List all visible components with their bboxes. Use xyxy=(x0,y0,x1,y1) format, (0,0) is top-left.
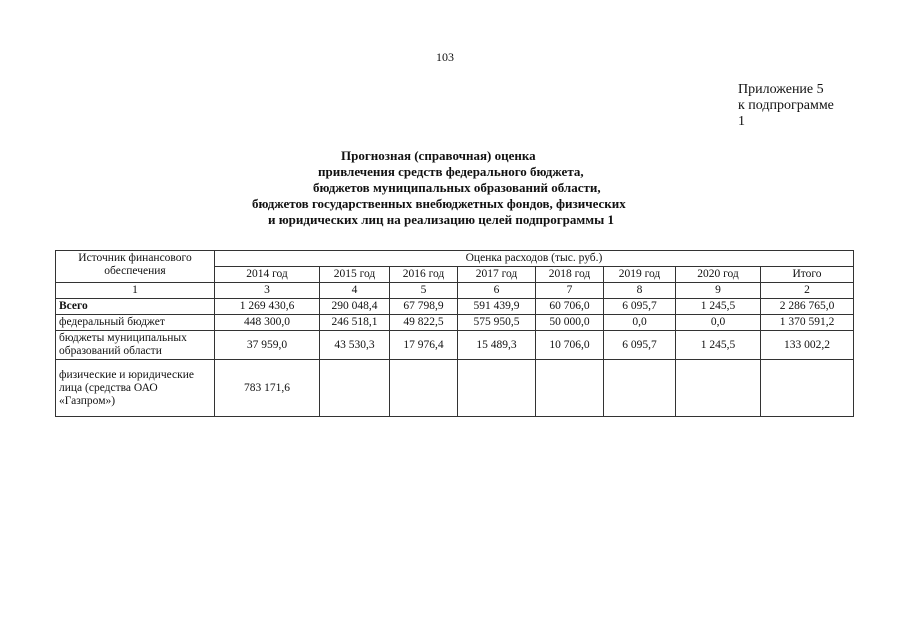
year-header: 2017 год xyxy=(458,267,536,283)
table-cell: 6 095,7 xyxy=(604,299,676,315)
year-header: 2019 год xyxy=(604,267,676,283)
table-cell: 1 245,5 xyxy=(676,299,761,315)
title-line: бюджетов муниципальных образований области, xyxy=(313,180,601,195)
table-cell: 43 530,3 xyxy=(320,331,390,360)
table-cell: 37 959,0 xyxy=(215,331,320,360)
table-cell: 17 976,4 xyxy=(390,331,458,360)
title-line: и юридических лиц на реализацию целей подпрограммы 1 xyxy=(268,212,614,227)
table-cell: 6 095,7 xyxy=(604,331,676,360)
total-header: Итого xyxy=(761,267,854,283)
row-source: федеральный бюджет xyxy=(56,315,215,331)
column-number: 6 xyxy=(458,283,536,299)
table-cell xyxy=(536,360,604,417)
year-header: 2018 год xyxy=(536,267,604,283)
column-number: 9 xyxy=(676,283,761,299)
column-number: 7 xyxy=(536,283,604,299)
table-cell: 50 000,0 xyxy=(536,315,604,331)
column-number: 2 xyxy=(761,283,854,299)
table-row xyxy=(56,299,854,315)
table-header-row xyxy=(56,251,854,267)
column-number: 5 xyxy=(390,283,458,299)
table-cell: 60 706,0 xyxy=(536,299,604,315)
column-numbers-row xyxy=(56,283,854,299)
column-number: 4 xyxy=(320,283,390,299)
table-cell: 1 269 430,6 xyxy=(215,299,320,315)
table-cell: 783 171,6 xyxy=(215,360,320,417)
year-header: 2015 год xyxy=(320,267,390,283)
estimate-header: Оценка расходов (тыс. руб.) xyxy=(215,251,854,267)
table-cell: 49 822,5 xyxy=(390,315,458,331)
row-source: бюджеты муниципальных образований области xyxy=(56,331,215,360)
table-cell xyxy=(676,360,761,417)
table-row xyxy=(56,360,854,417)
year-header: 2014 год xyxy=(215,267,320,283)
title-line: Прогнозная (справочная) оценка xyxy=(341,148,536,163)
appendix-line: Приложение 5 xyxy=(738,82,824,97)
table-cell xyxy=(458,360,536,417)
table-cell: 448 300,0 xyxy=(215,315,320,331)
page-number: 103 xyxy=(436,50,454,64)
table-cell xyxy=(604,360,676,417)
column-number: 8 xyxy=(604,283,676,299)
table-row xyxy=(56,331,854,360)
document-title xyxy=(230,148,710,228)
source-header: Источник финансового обеспечения xyxy=(56,251,215,283)
table-cell: 1 245,5 xyxy=(676,331,761,360)
appendix-line: 1 xyxy=(738,114,745,129)
title-line: привлечения средств федерального бюджета, xyxy=(318,164,584,179)
table-cell: 0,0 xyxy=(676,315,761,331)
column-number: 3 xyxy=(215,283,320,299)
table-cell: 10 706,0 xyxy=(536,331,604,360)
appendix-line: к подпрограмме xyxy=(738,98,834,113)
year-header: 2020 год xyxy=(676,267,761,283)
table-cell: 15 489,3 xyxy=(458,331,536,360)
table-row xyxy=(56,315,854,331)
table-cell xyxy=(320,360,390,417)
table-cell: 2 286 765,0 xyxy=(761,299,854,315)
table-cell: 1 370 591,2 xyxy=(761,315,854,331)
table-cell: 575 950,5 xyxy=(458,315,536,331)
table-cell: 246 518,1 xyxy=(320,315,390,331)
row-source: Всего xyxy=(56,299,215,315)
table-cell: 67 798,9 xyxy=(390,299,458,315)
table-cell xyxy=(761,360,854,417)
table-cell: 591 439,9 xyxy=(458,299,536,315)
funding-table xyxy=(55,250,854,417)
table-cell: 133 002,2 xyxy=(761,331,854,360)
table-cell: 290 048,4 xyxy=(320,299,390,315)
table-cell: 0,0 xyxy=(604,315,676,331)
title-line: бюджетов государственных внебюджетных фондов, физических xyxy=(252,196,626,211)
year-header: 2016 год xyxy=(390,267,458,283)
column-number: 1 xyxy=(56,283,215,299)
row-source: физические и юридические лица (средства ОАО «Газпром») xyxy=(56,360,215,417)
table-cell xyxy=(390,360,458,417)
appendix-note xyxy=(738,82,834,130)
